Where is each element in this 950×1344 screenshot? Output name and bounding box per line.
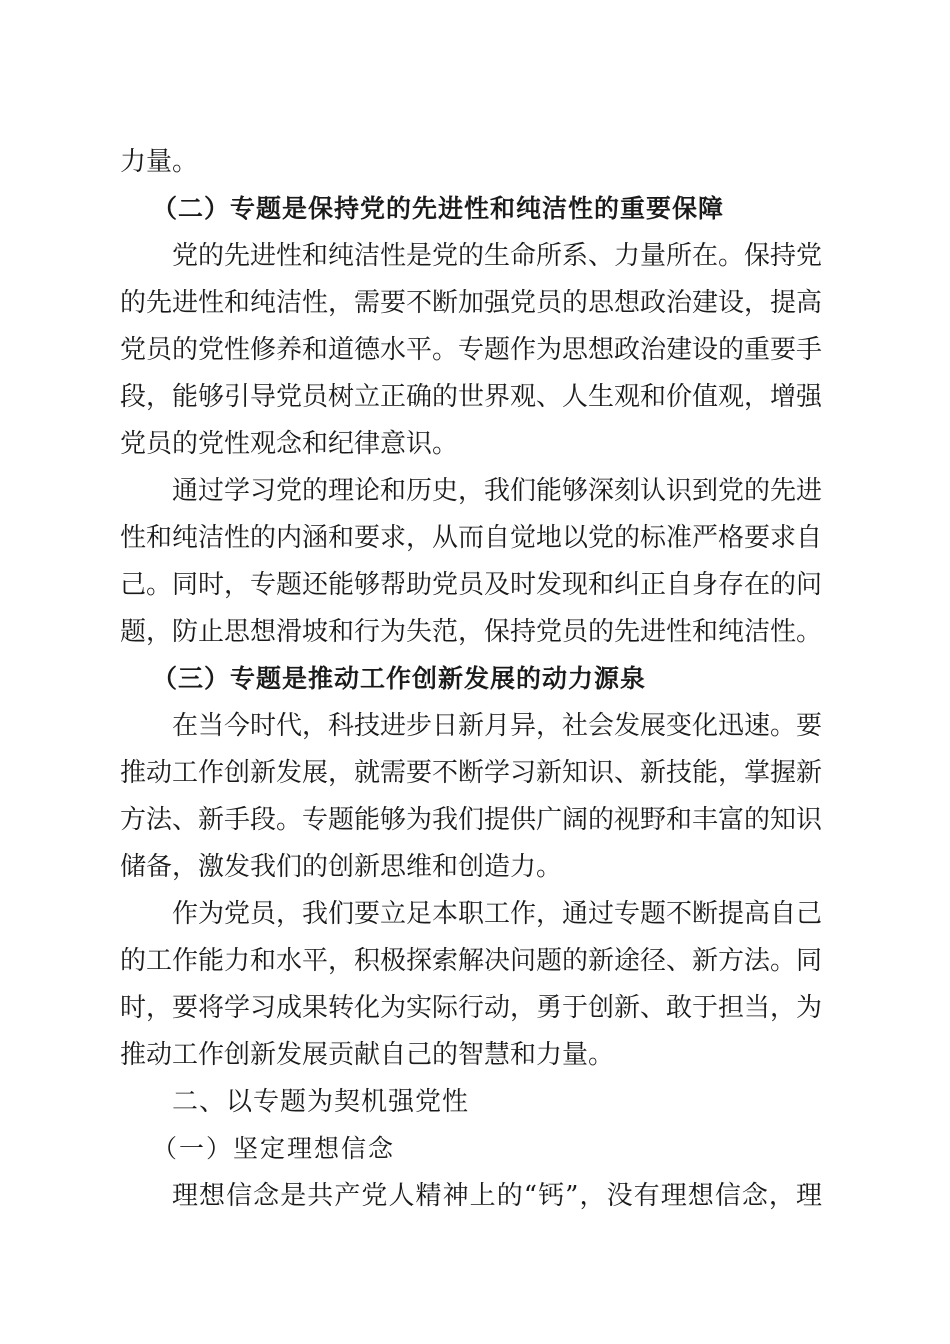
- paragraph-line: 的先进性和纯洁性，需要不断加强党员的思想政治建设，提高: [120, 288, 823, 318]
- paragraph-line: 题，防止思想滑坡和行为失范，保持党员的先进性和纯洁性。: [120, 617, 823, 647]
- subheading-2-1: （一）坚定理想信念: [152, 1134, 396, 1163]
- paragraph-line: 党员的党性观念和纪律意识。: [120, 429, 459, 459]
- paragraph-line: 性和纯洁性的内涵和要求，从而自觉地以党的标准严格要求自: [120, 523, 823, 553]
- paragraph-line: 推动工作创新发展贡献自己的智慧和力量。: [120, 1040, 615, 1070]
- paragraph-line: 己。同时，专题还能够帮助党员及时发现和纠正自身存在的问: [120, 570, 823, 600]
- paragraph-line: 在当今时代，科技进步日新月异，社会发展变化迅速。要: [172, 711, 823, 741]
- subheading-2: （二）专题是保持党的先进性和纯洁性的重要保障: [152, 194, 725, 223]
- paragraph-line: 党的先进性和纯洁性是党的生命所系、力量所在。保持党: [172, 241, 823, 271]
- subheading-3: （三）专题是推动工作创新发展的动力源泉: [152, 664, 647, 693]
- paragraph-line: 储备，激发我们的创新思维和创造力。: [120, 852, 563, 882]
- paragraph-line: 的工作能力和水平，积极探索解决问题的新途径、新方法。同: [120, 946, 823, 976]
- paragraph-line: 党员的党性修养和道德水平。专题作为思想政治建设的重要手: [120, 335, 823, 365]
- paragraph-line: 段，能够引导党员树立正确的世界观、人生观和价值观，增强: [120, 382, 823, 412]
- paragraph-line: 方法、新手段。专题能够为我们提供广阔的视野和丰富的知识: [120, 805, 823, 835]
- paragraph-line: 通过学习党的理论和历史，我们能够深刻认识到党的先进: [172, 476, 823, 506]
- paragraph-line: 作为党员，我们要立足本职工作，通过专题不断提高自己: [172, 899, 823, 929]
- paragraph-line: 时，要将学习成果转化为实际行动，勇于创新、敢于担当，为: [120, 993, 823, 1023]
- paragraph-line: 推动工作创新发展，就需要不断学习新知识、新技能，掌握新: [120, 758, 823, 788]
- paragraph-line: 理想信念是共产党人精神上的“钙”，没有理想信念，理: [172, 1181, 822, 1211]
- paragraph-line: 力量。: [120, 147, 199, 177]
- section-heading-2: 二、以专题为契机强党性: [172, 1087, 470, 1117]
